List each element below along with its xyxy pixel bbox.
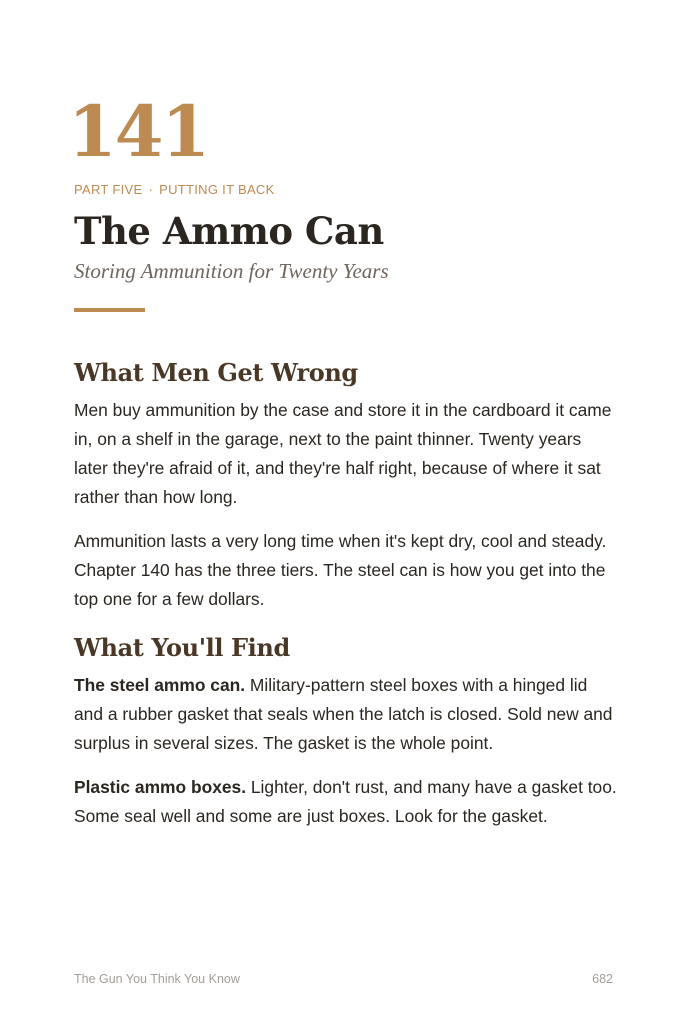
paragraph-text: Men buy ammunition by the case and store it in the cardboard it came in, on a shelf in the garage, next to the paint thinner. Twenty years later they're afraid of it, and they're half right, because of where it sat rather than how long. bbox=[74, 400, 612, 507]
page-footer bbox=[74, 970, 613, 988]
paragraph-text: Lighter, don't rust, and many have a gasket too. Some seal well and some are just boxes. Look for the gasket. bbox=[74, 777, 617, 826]
chapter-body bbox=[74, 354, 619, 846]
chapter-number: 141 bbox=[68, 90, 209, 173]
section-heading: What You'll Find bbox=[74, 633, 290, 662]
paragraph-lead: Plastic ammo boxes. bbox=[74, 777, 247, 797]
section-heading: What Men Get Wrong bbox=[74, 358, 358, 387]
paragraph-text: Ammunition lasts a very long time when it's kept dry, cool and steady. Chapter 140 has the three tiers. The steel can is how you get into the top one for a few dollars. bbox=[74, 531, 607, 609]
footer-book-title: The Gun You Think You Know bbox=[74, 972, 240, 986]
part-name: PART FIVE bbox=[74, 182, 143, 197]
chapter-title: The Ammo Can bbox=[74, 209, 384, 253]
body-paragraph bbox=[74, 671, 619, 758]
body-paragraph bbox=[74, 527, 619, 614]
section-what-youll-find bbox=[74, 629, 619, 831]
body-paragraph bbox=[74, 773, 619, 831]
section-what-men-get-wrong bbox=[74, 354, 619, 614]
paragraph-text: Military-pattern steel boxes with a hinged lid and a rubber gasket that seals when the latch is closed. Sold new and surplus in several sizes. The gasket is the whole point. bbox=[74, 675, 613, 753]
part-label bbox=[74, 182, 275, 198]
chapter-subtitle: Storing Ammunition for Twenty Years bbox=[74, 259, 389, 283]
paragraph-lead: The steel ammo can. bbox=[74, 675, 246, 695]
part-separator: · bbox=[148, 182, 154, 197]
footer-page-number: 682 bbox=[592, 972, 613, 986]
part-title: PUTTING IT BACK bbox=[159, 182, 275, 197]
accent-divider bbox=[74, 308, 145, 312]
body-paragraph bbox=[74, 396, 619, 512]
